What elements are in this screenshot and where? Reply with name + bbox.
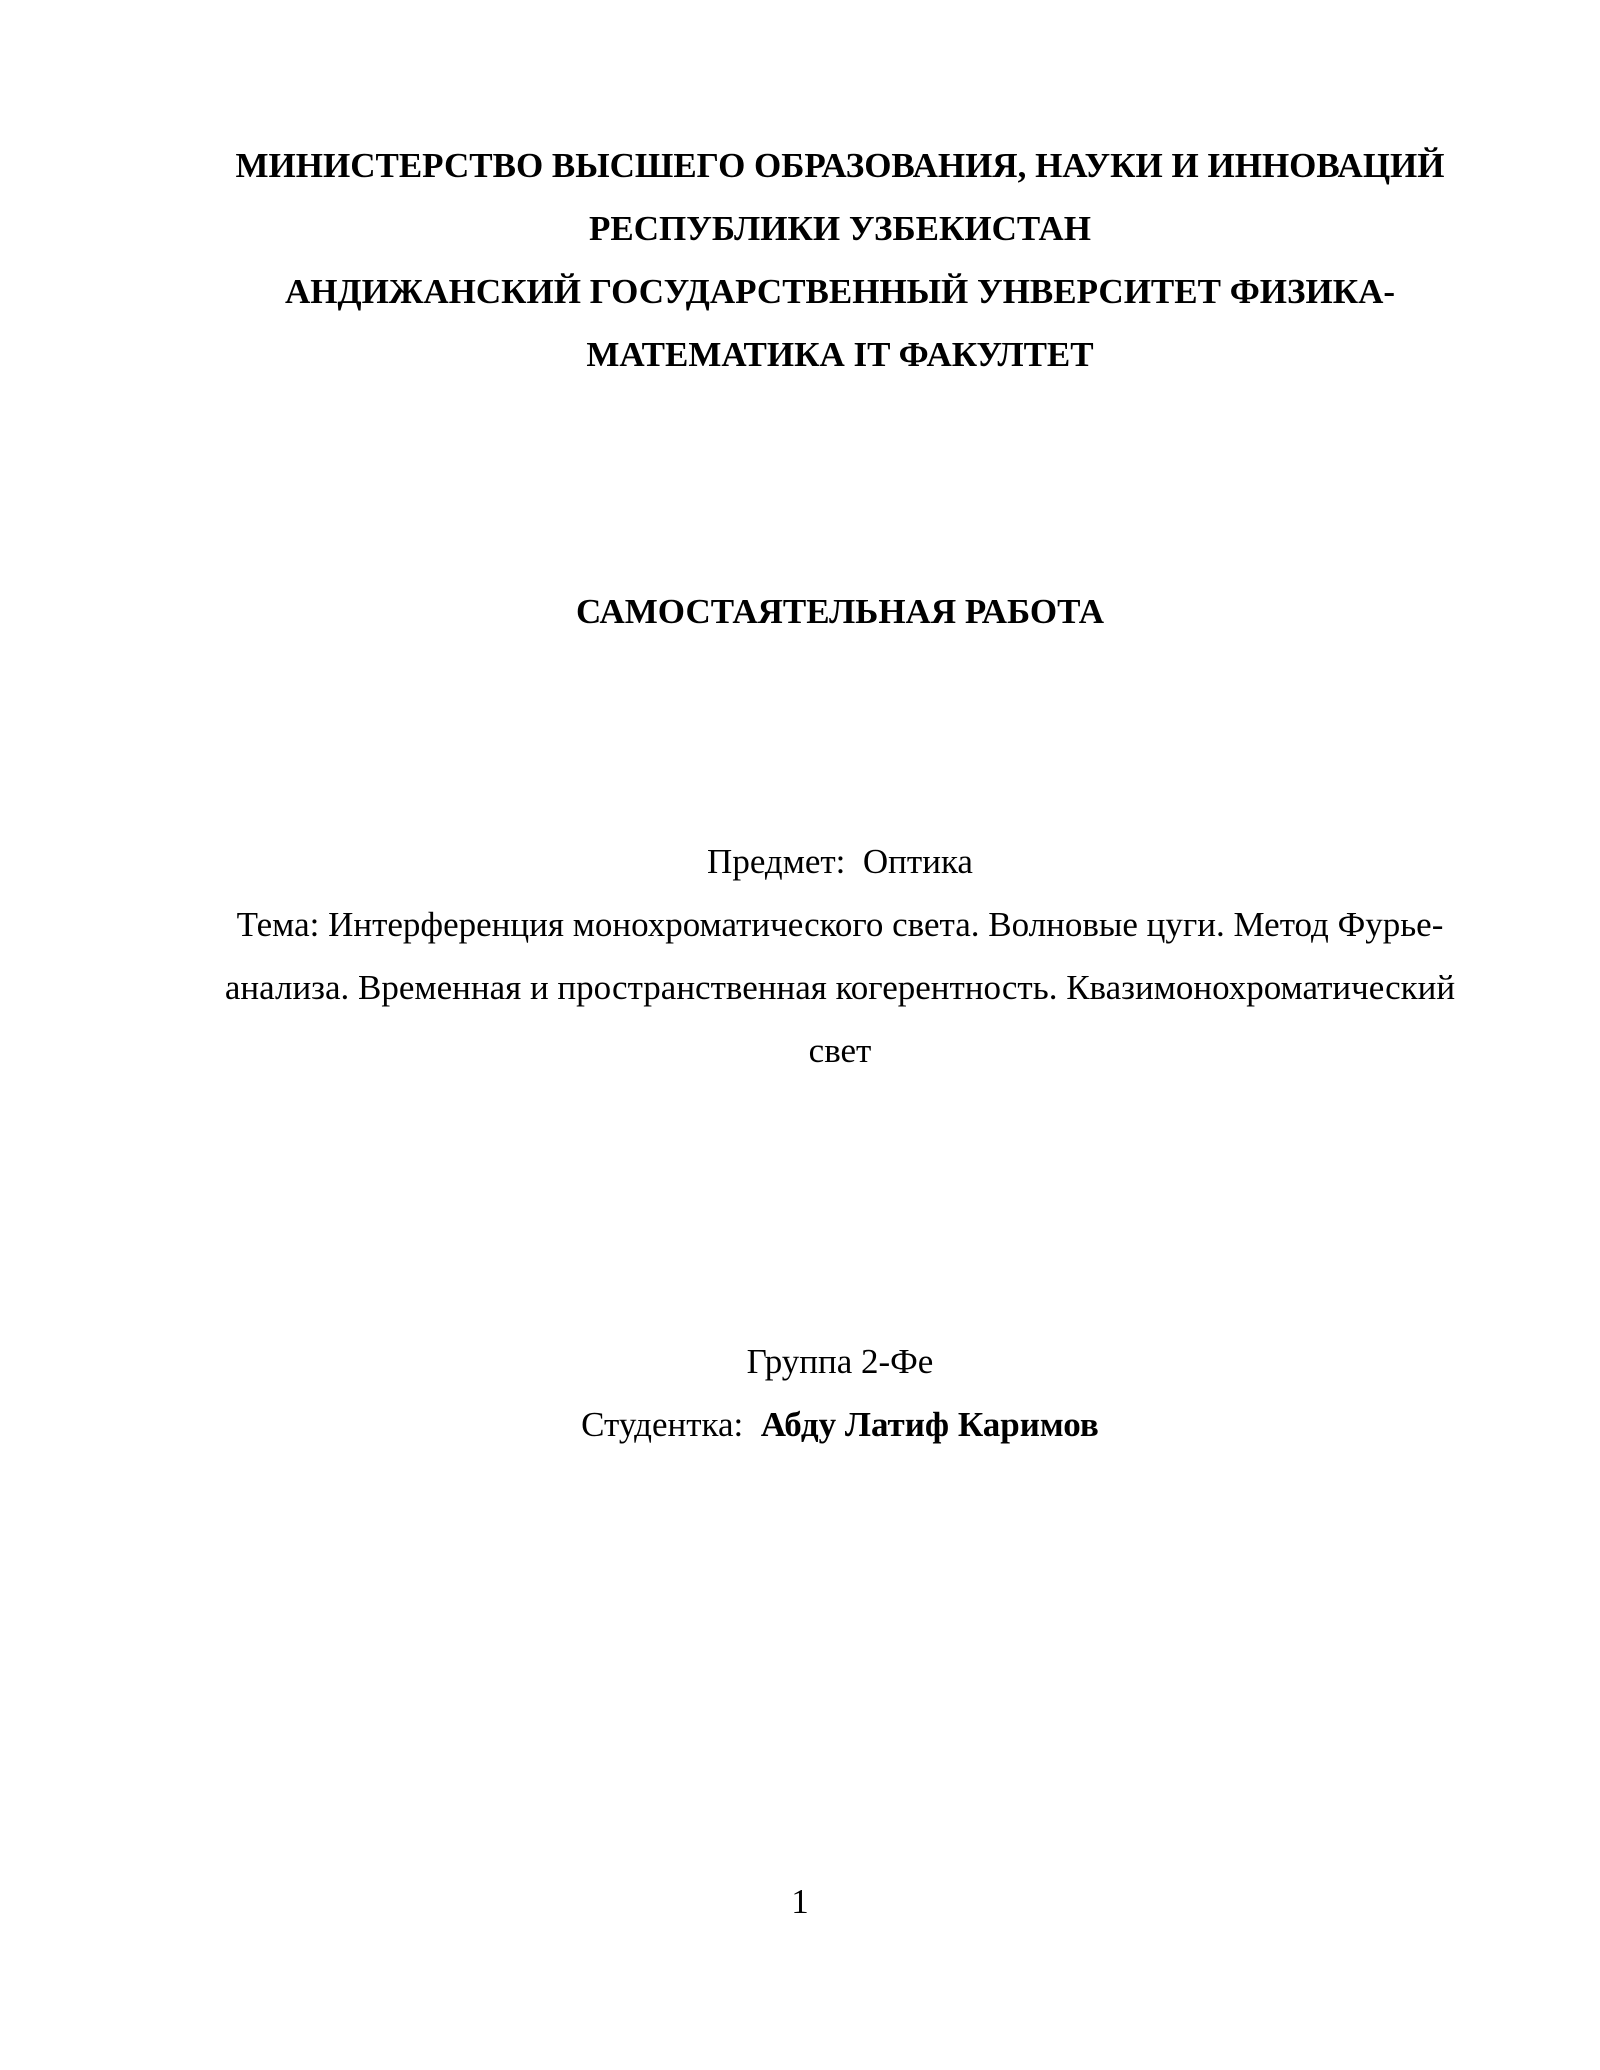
- topic-line-3: свет: [808, 1031, 872, 1070]
- student-section: [190, 1330, 1490, 1456]
- header-line-ministry: МИНИСТЕРСТВО ВЫСШЕГО ОБРАЗОВАНИЯ, НАУКИ И ИННОВАЦИЙ: [235, 146, 1445, 185]
- student-label: Студентка:: [581, 1405, 744, 1444]
- student-name: Абду Латиф Каримов: [760, 1405, 1099, 1444]
- group-line: Группа 2-Фе: [746, 1342, 934, 1381]
- subject-topic-section: [190, 830, 1490, 1082]
- student-line: [190, 1393, 1490, 1456]
- subject-line: [190, 830, 1490, 893]
- header-line-faculty: МАТЕМАТИКА IT ФАКУЛТЕТ: [586, 335, 1094, 374]
- header-line-university: АНДИЖАНСКИЙ ГОСУДАРСТВЕННЫЙ УНВЕРСИТЕТ ФИЗИКА-: [284, 272, 1396, 311]
- page-number: 1: [791, 1882, 809, 1921]
- institution-header: [190, 134, 1490, 386]
- subject-label: Предмет:: [707, 842, 846, 881]
- work-title: САМОСТАЯТЕЛЬНАЯ РАБОТА: [575, 592, 1105, 631]
- header-line-republic: РЕСПУБЛИКИ УЗБЕКИСТАН: [589, 209, 1091, 248]
- topic-line-1: Тема: Интерференция монохроматического света. Волновые цуги. Метод Фурье-: [236, 905, 1444, 944]
- subject-value: Оптика: [862, 842, 973, 881]
- topic-line-2: анализа. Временная и пространственная когерентность. Квазимонохроматический: [224, 968, 1456, 1007]
